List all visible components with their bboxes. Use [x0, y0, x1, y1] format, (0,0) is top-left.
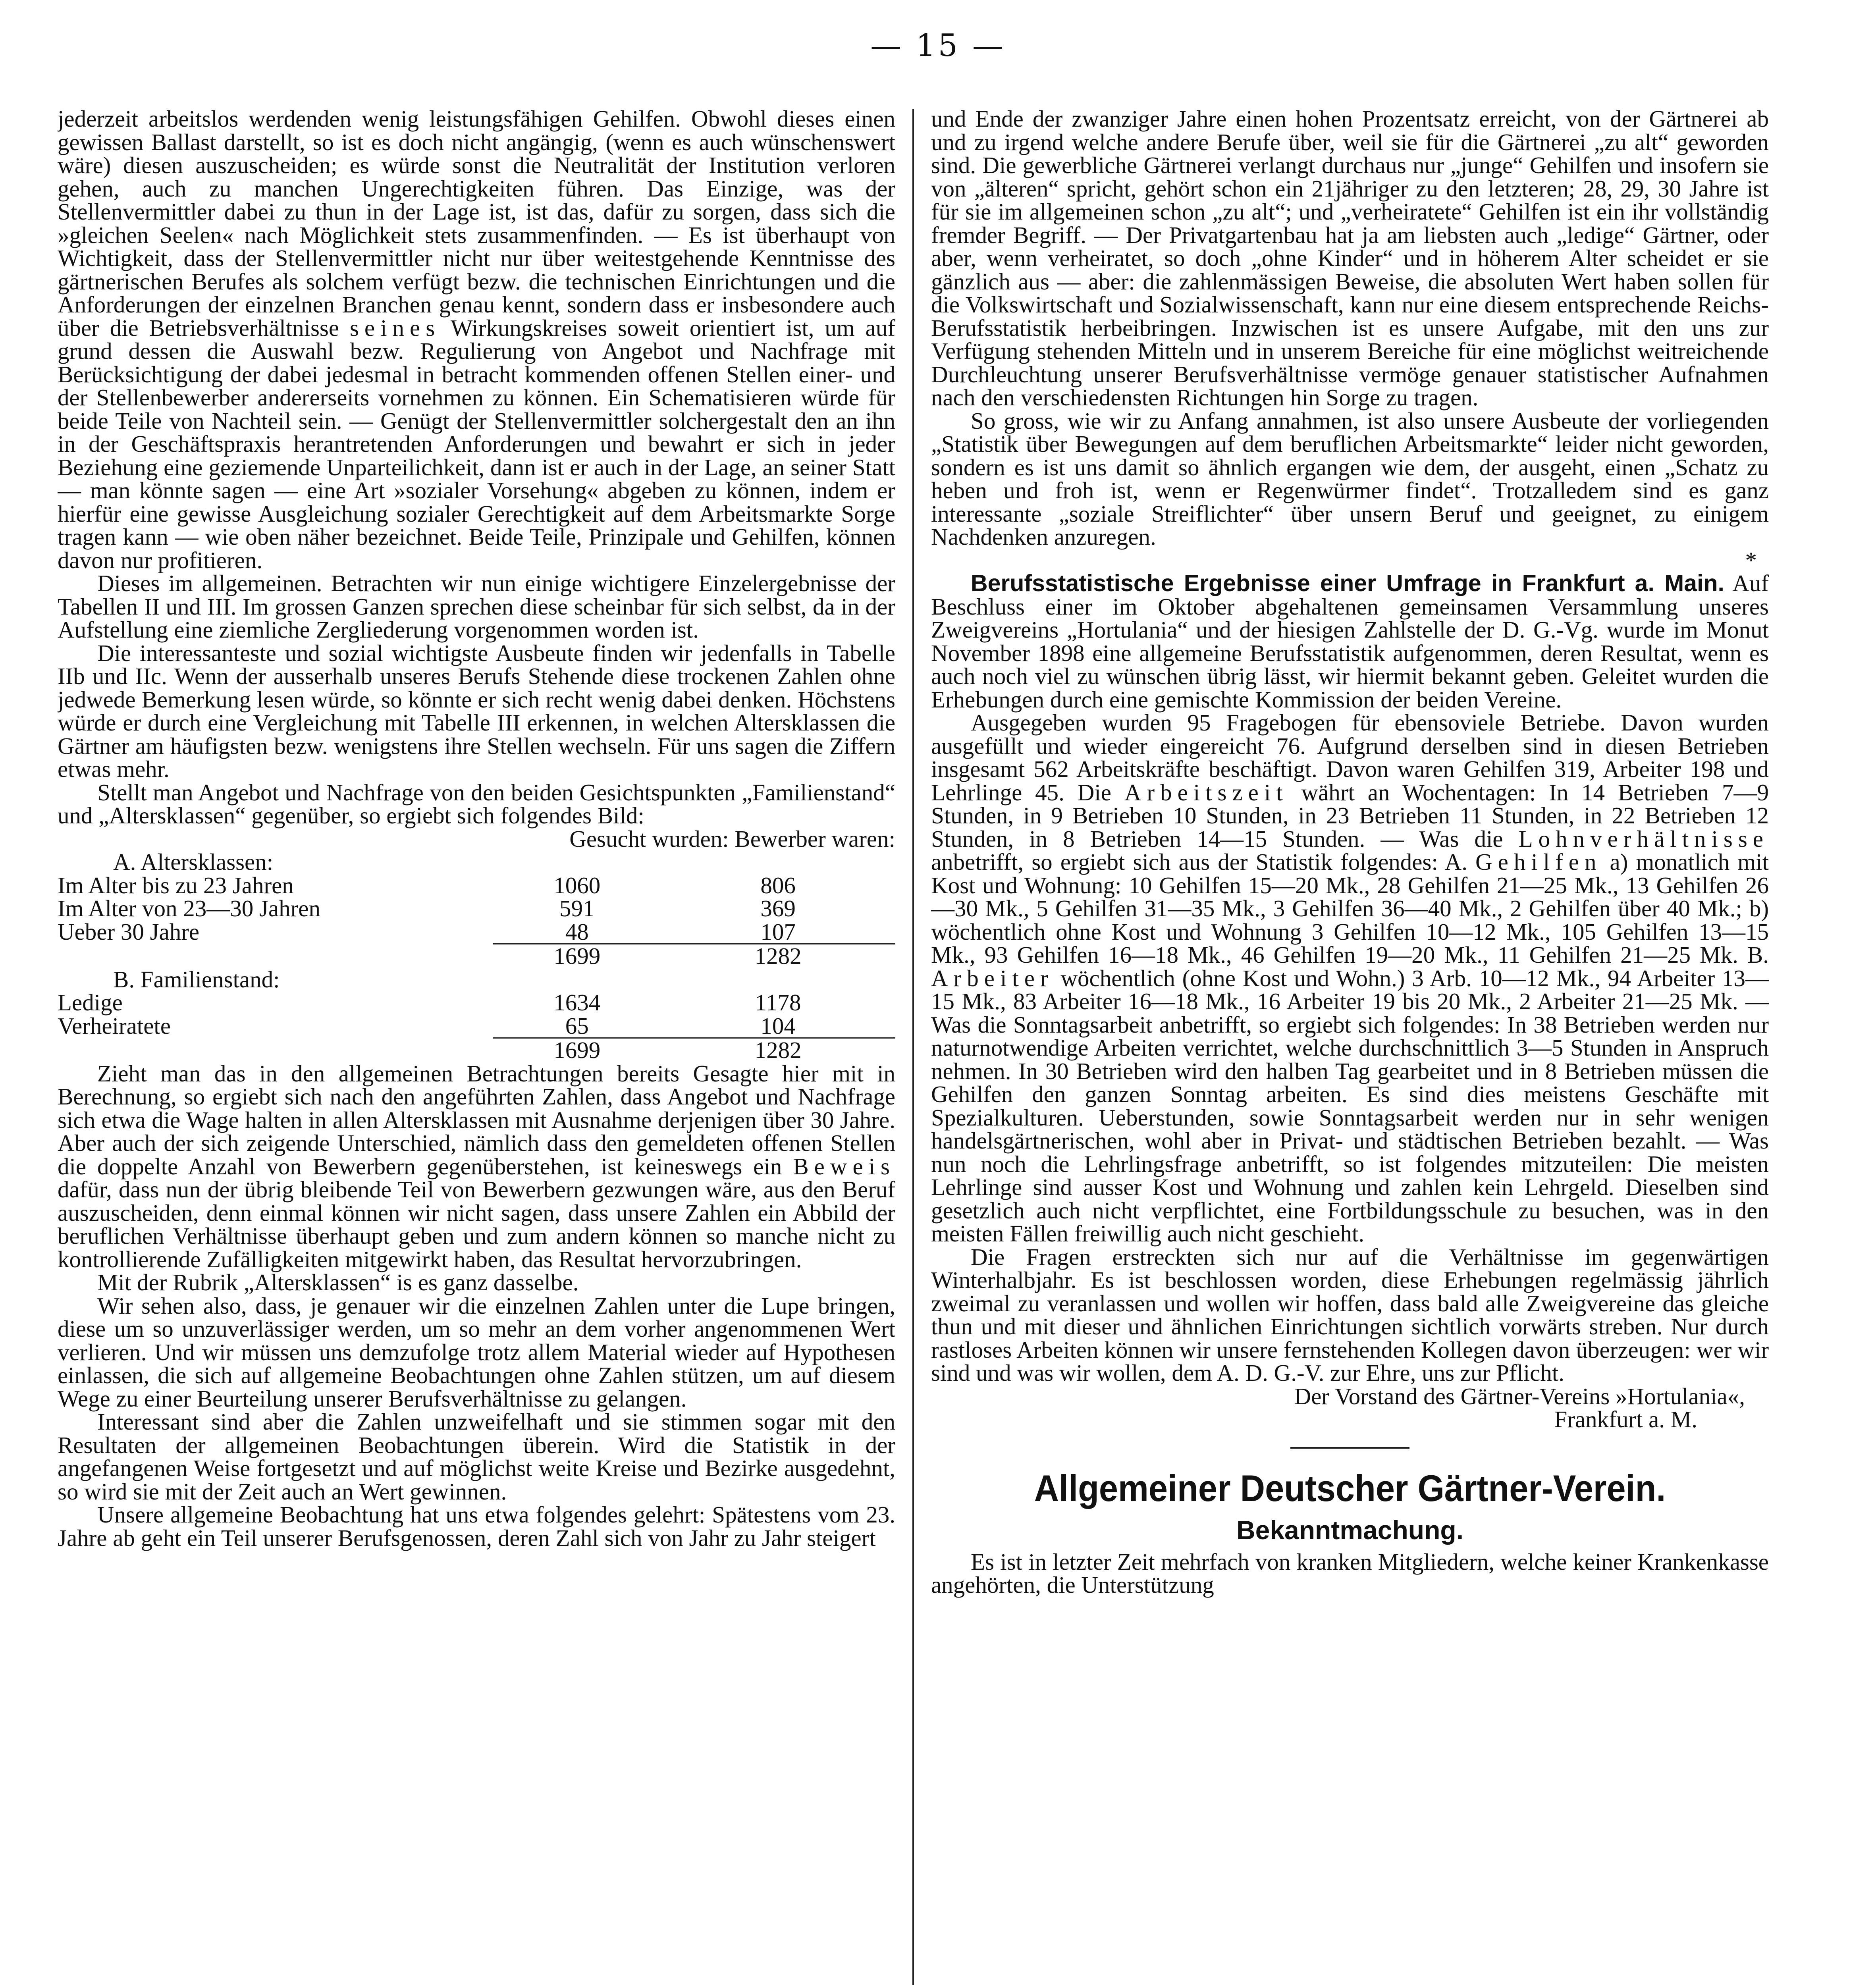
- paragraph: Wir sehen also, dass, je genauer wir die einzelnen Zahlen unter die Lupe bringen, diese um so unzuverlässiger werden, um so mehr an dem vorher angenommenen Wert verlieren. Und wir müssen uns demzufolge trotz allem Material wieder auf Hypothesen einlassen, die sich auf allgemeine Beobachtungen ohne Zahlen stützen, um auf diesem Wege zu einer Beurteilung unserer Berufsverhältnisse zu gelangen.: [58, 1292, 895, 1412]
- paragraph: Dieses im allgemeinen. Betrachten wir nun einige wichtigere Einzelergebnisse der Tabellen II und III. Im grossen Ganzen sprechen diese scheinbar für sich selbst, da in der Aufstellung eine ziemliche Zergliederung vorgenommen worden ist.: [58, 570, 895, 643]
- table-row: Ledige 1634 1178: [58, 989, 801, 1016]
- signature-line: Frankfurt a. M.: [1554, 1406, 1697, 1432]
- stat-table-header: Gesucht wurden: Bewerber waren:: [569, 825, 895, 852]
- table-sum-row: 1699 1282: [58, 1038, 895, 1062]
- column-divider: [912, 109, 914, 1985]
- paragraph: So gross, wie wir zu Anfang annahmen, ist also unsere Ausbeute der vorliegenden „Statistik über Bewegungen auf dem beruflichen Arbeitsmarkte“ leider nicht geworden, sondern es ist uns damit so ähnlich ergangen wie dem, der ausgeht, einen „Schatz zu heben und froh ist, wenn er Regenwürmer findet“. Trotzalledem sind es ganz interessante „soziale Streiflichter“ über unsern Beruf und geeignet, zu einigem Nachdenken anzuregen.: [931, 407, 1769, 550]
- left-column: [58, 107, 895, 1985]
- page-number: — 15 —: [870, 28, 1006, 64]
- section-subtitle: Bekanntmachung.: [1236, 1515, 1464, 1545]
- section-star: *: [1745, 547, 1757, 573]
- table-row: Im Alter von 23—30 Jahren 591 369: [58, 895, 796, 921]
- table-row: Ueber 30 Jahre 48 107: [58, 918, 796, 945]
- paragraph: Unsere allgemeine Beobachtung hat uns etwa folgendes gelehrt: Spätestens vom 23. Jahre ab geht ein Teil unserer Berufsgenossen, deren Zahl sich von Jahr zu Jahr steigert: [58, 1501, 895, 1551]
- paragraph: Stellt man Angebot und Nachfrage von den beiden Gesichtspunkten „Familienstand“ und „Altersklassen“ gegenüber, so ergiebt sich folgendes Bild:: [58, 779, 895, 829]
- right-column: [931, 107, 1769, 1985]
- section-rule: [1290, 1447, 1409, 1449]
- signature-line: Der Vorstand des Gärtner-Vereins »Hortulania«,: [1294, 1383, 1745, 1409]
- paragraph: Es ist in letzter Zeit mehrfach von kranken Mitgliedern, welche keiner Krankenkasse angehörten, die Unterstützung: [931, 1548, 1769, 1598]
- paragraph: Mit der Rubrik „Altersklassen“ is es ganz dasselbe.: [97, 1269, 579, 1295]
- table-sum-row: 1699 1282: [58, 944, 895, 968]
- paragraph: Berufsstatistische Ergebnisse einer Umfrage in Frankfurt a. Main. Auf Beschluss einer im Oktober abgehaltenen gemeinsamen Versammlung unseres Zweigvereins „Hortulania“ und der hiesigen Zahlstelle der D. G.-Vg. wurde im Monut November 1898 eine allgemeine Berufsstatistik aufgenommen, deren Resultat, wenn es auch noch viel zu wünschen übrig lässt, wir hiermit bekannt geben. Geleitet wurden die Erhebungen durch eine gemischte Kommission der beiden Vereine.: [931, 570, 1769, 713]
- paragraph: Interessant sind aber die Zahlen unzweifelhaft und sie stimmen sogar mit den Resultaten der allgemeinen Beobachtungen überein. Wird die Statistik in der angefangenen Weise fortgesetzt und auf möglichst weite Kreise und Bezirke ausgedehnt, so wird sie mit der Zeit auch an Wert gewinnen.: [58, 1409, 895, 1505]
- paragraph: jederzeit arbeitslos werdenden wenig leistungsfähigen Gehilfen. Obwohl dieses einen gewissen Ballast darstellt, so ist es doch nicht angängig, (wenn es auch wünschenswert wäre) diesen auszuscheiden; es würde sonst die Neutralität der Institution verloren gehen, auch zu manchen Ungerechtigkeiten führen. Das Einzige, was der Stellenvermittler dabei zu thun in der Lage ist, ist das, dafür zu sorgen, dass sich die »gleichen Seelen« nach Möglichkeit stets zusammenfinden. — Es ist überhaupt von Wichtigkeit, dass der Stellenvermittler nicht nur über weitestgehende Kenntnisse des gärtnerischen Berufes als solchem verfügt bezw. die technischen Einrichtungen und die Anforderungen der einzelnen Branchen genau kennt, sondern dass er insbesondere auch über die Betriebsverhältnisse seines Wirkungskreises soweit orientiert ist, um auf grund dessen die Auswahl bezw. Regulierung von Angebot und Nachfrage mit Berücksichtigung der dabei jedesmal in betracht kommenden offenen Stellen einer- und der Stellenbewerber andererseits vornehmen zu können. Ein Schematisieren würde für beide Teile von Nachteil sein. — Genügt der Stellenvermittler solchergestalt den an ihn in der Geschäftspraxis herantretenden Anforderungen und bewahrt er sich in jeder Beziehung eine geziemende Unparteilichkeit, dann ist er auch in der Lage, an seiner Statt — man könnte sagen — eine Art »sozialer Vorsehung« abgeben zu können, indem er hierfür eine gewisse Ausgleichung sozialer Gerechtigkeit auf dem Arbeitsmarkte Sorge tragen kann — wie oben näher bezeichnet. Beide Teile, Prinzipale und Gehilfen, können davon nur profitieren.: [58, 107, 895, 573]
- section-title: Allgemeiner Deutscher Gärtner-Verein.: [1034, 1467, 1666, 1509]
- table-row: Verheiratete 65 104: [58, 1012, 796, 1039]
- stat-table: [58, 850, 895, 1062]
- section-heading-altersklassen: A. Altersklassen:: [113, 849, 274, 875]
- paragraph: Zieht man das in den allgemeinen Betrachtungen bereits Gesagte hier mit in Berechnung, so ergiebt sich nach den angeführten Zahlen, dass Angebot und Nachfrage sich etwa die Wage halten in allen Altersklassen mit Ausnahme derjenigen über 30 Jahre. Aber auch der sich zeigende Unterschied, nämlich dass den gemeldeten offenen Stellen die doppelte Anzahl von Bewerbern gegenüberstehen, ist keineswegs ein Beweis dafür, dass nun der übrig bleibende Teil von Bewerbern gezwungen wäre, aus den Beruf auszuscheiden, denn einmal können wir nicht sagen, dass unsere Zahlen ein Abbild der beruflichen Verhältnisse überhaupt geben und zum andern können so manche nicht zu kontrollierende Zufälligkeiten mitgewirkt haben, das Resultat hervorzubringen.: [58, 1060, 895, 1272]
- paragraph: Ausgegeben wurden 95 Fragebogen für ebensoviele Betriebe. Davon wurden ausgefüllt und wieder eingereicht 76. Aufgrund derselben sind in diesen Betrieben insgesamt 562 Arbeitskräfte beschäftigt. Davon waren Gehilfen 319, Arbeiter 198 und Lehrlinge 45. Die Arbeitszeit währt an Wochentagen: In 14 Betrieben 7—9 Stunden, in 9 Betrieben 10 Stunden, in 23 Betrieben 11 Stunden, in 22 Betrieben 12 Stunden, in 8 Betrieben 14—15 Stunden. — Was die Lohnverhältnisse anbetrifft, so ergiebt sich aus der Statistik folgendes: A. Gehilfen a) monatlich mit Kost und Wohnung: 10 Gehilfen 15—20 Mk., 28 Gehilfen 21—25 Mk., 13 Gehilfen 26—30 Mk., 5 Gehilfen 31—35 Mk., 3 Gehilfen 36—40 Mk., 2 Gehilfen über 40 Mk.; b) wöchentlich ohne Kost und Wohnung 3 Gehilfen 10—12 Mk., 105 Gehilfen 13—15 Mk., 93 Gehilfen 16—18 Mk., 46 Gehilfen 19—20 Mk., 11 Gehilfen 21—25 Mk. B. Arbeiter wöchentlich (ohne Kost und Wohn.) 3 Arb. 10—12 Mk., 94 Arbeiter 13—15 Mk., 83 Arbeiter 16—18 Mk., 16 Arbeiter 19 bis 20 Mk., 2 Arbeiter 21—25 Mk. — Was die Sonntagsarbeit anbetrifft, so ergiebt sich folgendes: In 38 Betrieben werden nur naturnotwendige Arbeiten verrichtet, welche durchschnittlich 3—5 Stunden in Anspruch nehmen. In 30 Betrieben wird den halben Tag gearbeitet und in 8 Betrieben müssen die Gehilfen den ganzen Sonntag arbeiten. Es sind dies meistens Geschäfte mit Spezialkulturen. Ueberstunden, sowie Sonntagsarbeit werden nur in sehr wenigen handelsgärtnerischen, wohl aber in Privat- und städtischen Betrieben bezahlt. — Was nun noch die Lehrlingsfrage anbetrifft, so ist folgendes mitzuteilen: Die meisten Lehrlinge sind ausser Kost und Wohnung und zahlen kein Lehrgeld. Dieselben sind gesetzlich auch nicht verpflichtet, eine Fortbildungsschule zu besuchen, was in den meisten Fällen freiwillig auch nicht geschieht.: [931, 709, 1769, 1247]
- paragraph: und Ende der zwanziger Jahre einen hohen Prozentsatz erreicht, von der Gärtnerei ab und zu irgend welche andere Berufe über, weil sie für die Gärtnerei „zu alt“ geworden sind. Die gewerbliche Gärtnerei verlangt durchaus nur „junge“ Gehilfen und insofern sie von „älteren“ spricht, gehört schon ein 21jähriger zu den letzteren; 28, 29, 30 Jahre ist für sie im allgemeinen schon „zu alt“; und „verheiratete“ Gehilfen ist ein ihr vollständig fremder Begriff. — Der Privatgartenbau hat ja am liebsten auch „ledige“ Gärtner, oder aber, wenn verheiratet, so doch „ohne Kinder“ und in höherem Alter scheidet er sie gänzlich aus — aber: die zahlenmässigen Beweise, die absoluten Wert haben sollen für die Volkswirtschaft und Sozialwissenschaft, kann nur eine diesem entsprechende Reichs-Berufsstatistik herbeibringen. Inzwischen ist es unsere Aufgabe, mit den uns zur Verfügung stehenden Mitteln und in unserem Bereiche für eine möglichst weitreichende Durchleuchtung unserer Berufsverhältnisse vermöge genauer statistischer Aufnahmen nach den verschiedensten Richtungen hin Sorge zu tragen.: [931, 107, 1769, 410]
- table-row: Im Alter bis zu 23 Jahren 1060 806: [58, 872, 796, 898]
- paragraph: Die Fragen erstreckten sich nur auf die Verhältnisse im gegenwärtigen Winterhalbjahr. Es ist beschlossen worden, diese Erhebungen regelmässig jährlich zweimal zu veranlassen und wollen wir hoffen, dass bald alle Zweigvereine das gleiche thun und mit dieser und ähnlichen Einrichtungen sichtlich vorwärts streben. Nur durch rastloses Arbeiten können wir unsere fernstehenden Kollegen davon überzeugen: wer wir sind und was wir wollen, dem A. D. G.-V. zur Ehre, uns zur Pflicht.: [931, 1243, 1769, 1386]
- section-heading-familienstand: B. Familienstand:: [113, 966, 280, 992]
- section-heading-frankfurt: Berufsstatistische Ergebnisse einer Umfrage in Frankfurt a. Main.: [971, 570, 1724, 596]
- paragraph: Die interessanteste und sozial wichtigste Ausbeute finden wir jedenfalls in Tabelle IIb und IIc. Wenn der ausserhalb unseres Berufs Stehende diese trockenen Zahlen ohne jedwede Bemerkung lesen würde, so könnte er sich recht wenig dabei denken. Höchstens würde er durch eine Vergleichung mit Tabelle III erkennen, in welchen Altersklassen die Gärtner am häufigsten bezw. wenigstens ihre Stellen wechseln. Für uns sagen die Ziffern etwas mehr.: [58, 640, 895, 782]
